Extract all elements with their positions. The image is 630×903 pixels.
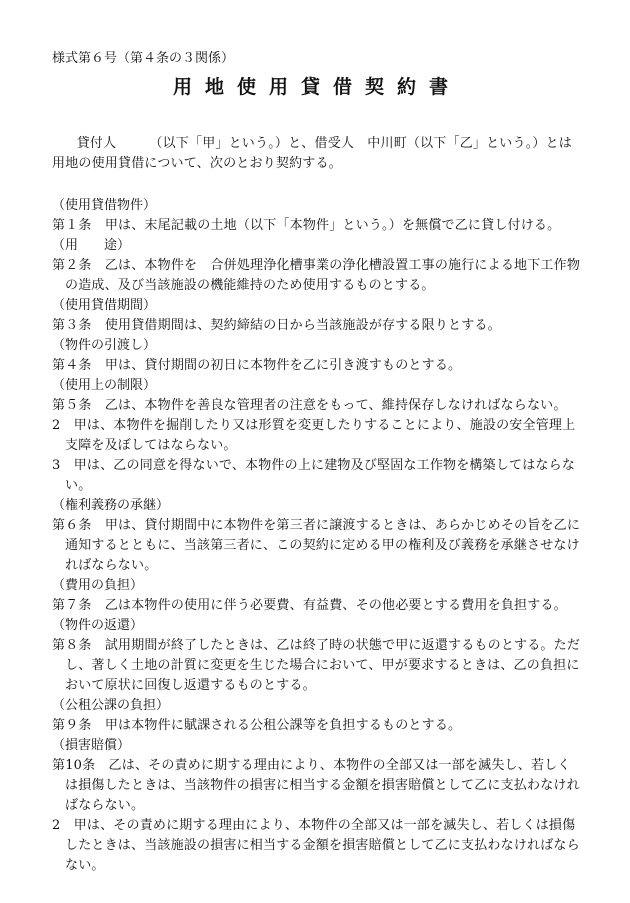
article-text: 甲は、貸付期間の初日に本物件を乙に引き渡すものとする。 <box>104 358 462 373</box>
document-title: 用地使用貸借契約書 <box>172 76 461 98</box>
article-paragraph <box>52 356 582 376</box>
article-number: 第８条 <box>52 638 92 653</box>
article-text: 乙は、本物件を 合併処理浄化槽事業の浄化槽設置工事の施行による地下工作物の造成、及び当該施設の機能維持のため使用するものとする。 <box>65 258 581 293</box>
article-heading: （公租公課の負担） <box>52 698 170 713</box>
article-heading: （物件の引渡し） <box>52 338 157 353</box>
article-number: 第10条 <box>52 758 96 773</box>
article-paragraph <box>52 216 582 236</box>
article-text: 乙は、その責めに期する理由により、本物件の全部又は一部を滅失し、若しくは損傷したときは、当該物件の損害に相当する金額を損害賠償として乙に支払わなければならない。 <box>65 758 580 813</box>
article-text: 乙は本物件の使用に伴う必要費、有益費、その他必要とする費用を負担する。 <box>104 598 567 613</box>
article-text: 甲は、貸付期間中に本物件を第三者に譲渡するときは、あらかじめその旨を乙に通知するとともに、当該第三者に、この契約に定める甲の権利及び義務を承継させなければならない。 <box>65 518 581 573</box>
article <box>52 296 582 336</box>
article-paragraph <box>52 416 582 456</box>
article-number: 3 <box>52 458 61 473</box>
article <box>52 696 582 736</box>
article-heading: （損害賠償） <box>52 738 131 753</box>
article-heading: （使用貸借物件） <box>52 198 157 213</box>
article-paragraph <box>52 516 582 576</box>
article-number: 第３条 <box>52 318 92 333</box>
article-paragraph <box>52 636 582 696</box>
article-text: 甲は、末尾記載の土地（以下「本物件」という。）を無償で乙に貸し付ける。 <box>104 218 561 233</box>
article-number: 第６条 <box>52 518 92 533</box>
article-text: 試用期間が終了したときは、乙は終了時の状態で甲に返還するものとする。ただし、著しく土地の計質に変更を生じた場合において、甲が要求するときは、乙の負担において原状に回復し返還するものとする。 <box>65 638 581 693</box>
article <box>52 496 582 576</box>
article-heading: （使用上の制限） <box>52 378 157 393</box>
article-number: 第４条 <box>52 358 92 373</box>
article <box>52 236 582 296</box>
article-number: 第７条 <box>52 598 92 613</box>
article-paragraph <box>52 256 582 296</box>
article <box>52 576 582 616</box>
article-paragraph <box>52 316 582 336</box>
article-heading: （用 途） <box>52 238 131 253</box>
article-paragraph <box>52 456 582 496</box>
article <box>52 376 582 496</box>
article <box>52 616 582 696</box>
article-number: 2 <box>52 418 61 433</box>
article-paragraph <box>52 396 582 416</box>
article-paragraph <box>52 716 582 736</box>
article-number: 第５条 <box>52 398 92 413</box>
article-text: 使用貸借期間は、契約締結の日から当該施設が存する限りとする。 <box>104 318 501 333</box>
article <box>52 336 582 376</box>
article-heading: （物件の返還） <box>52 618 144 633</box>
article-heading: （権利義務の承継） <box>52 498 170 513</box>
article <box>52 196 582 236</box>
article-heading: （費用の負担） <box>52 578 144 593</box>
article-number: 2 <box>52 818 61 833</box>
article-number: 第１条 <box>52 218 92 233</box>
form-number: 様式第６号（第４条の３関係） <box>52 51 235 66</box>
article-number: 第９条 <box>52 718 92 733</box>
article-text: 甲は、乙の同意を得ないで、本物件の上に建物及び堅固な工作物を構築してはならない。 <box>65 458 576 493</box>
article <box>52 736 582 876</box>
article-text: 甲は、その責めに期する理由により、本物件の全部又は一部を滅失し、若しくは損傷したときは、当該施設の損害に相当する金額を損害賠償として乙に支払わなければならない。 <box>65 818 580 873</box>
article-paragraph <box>52 816 582 876</box>
articles-list <box>52 196 582 876</box>
article-paragraph <box>52 756 582 816</box>
article-heading: （使用貸借期間） <box>52 298 157 313</box>
intro-paragraph: 貸付人 （以下「甲」という。）と、借受人 中川町（以下「乙」という。）とは用地の使用貸借について、次のとおり契約する。 <box>52 136 572 171</box>
article-paragraph <box>52 596 582 616</box>
article-text: 甲は本物件に賦課される公租公課等を負担するものとする。 <box>104 718 462 733</box>
article-text: 乙は、本物件を善良な管理者の注意をもって、維持保存しなければならない。 <box>104 398 567 413</box>
spacer <box>52 174 582 196</box>
article-number: 第２条 <box>52 258 92 273</box>
article-text: 甲は、本物件を掘削したり又は形質を変更したりすることにより、施設の安全管理上支障を及ぼしてはならない。 <box>65 418 576 453</box>
